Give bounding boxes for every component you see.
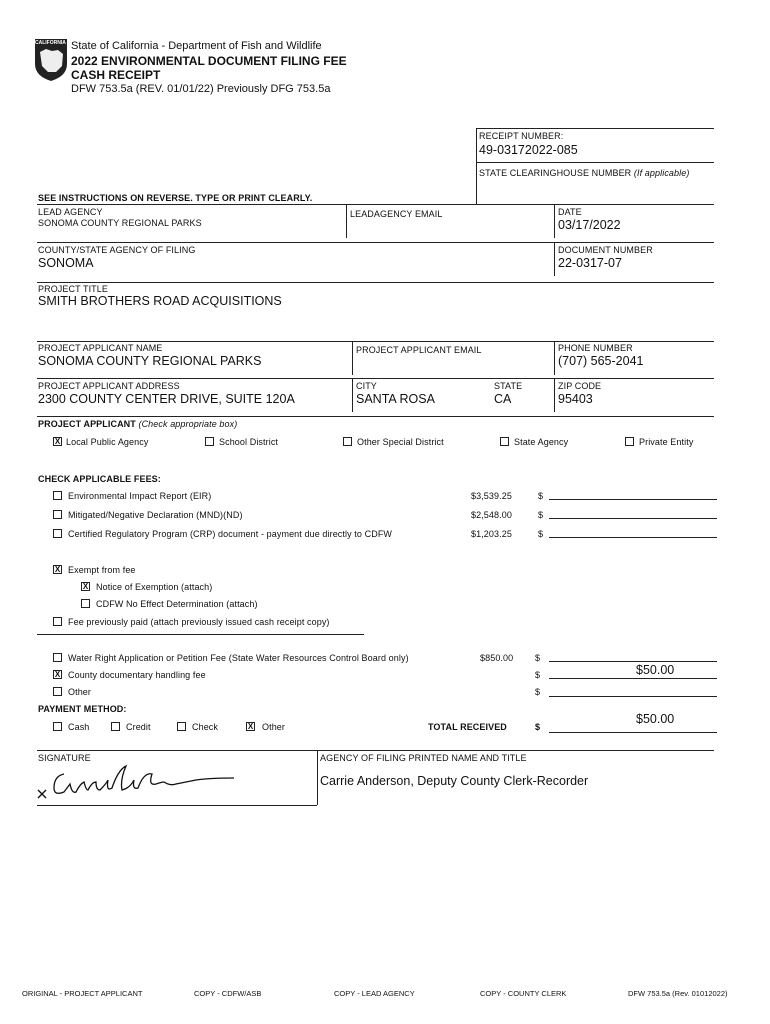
row-applicant-top [37,341,714,342]
other-special-district-checkbox[interactable] [343,437,352,446]
fees-label: CHECK APPLICABLE FEES: [38,474,161,484]
applicant-name-label: PROJECT APPLICANT NAME [38,343,163,353]
eir-label: Environmental Impact Report (EIR) [68,491,212,501]
cdfw-label: CDFW No Effect Determination (attach) [96,599,258,609]
receipt-number-label: RECEIPT NUMBER: [479,131,564,141]
crp-amount: $1,203.25 [471,529,512,539]
credit-checkbox[interactable] [111,722,120,731]
signer-name: Carrie Anderson, Deputy County Clerk-Recorder [320,774,589,788]
county-value: SONOMA [38,256,94,270]
row-lead-top [37,204,714,205]
prev-paid-checkbox[interactable] [53,617,62,626]
eir-fee-line[interactable] [549,499,717,500]
mnd-amount: $2,548.00 [471,510,512,520]
private-entity-checkbox[interactable] [625,437,634,446]
signature-label: SIGNATURE [38,753,91,763]
school-district-label: School District [219,437,279,447]
address-divider-2 [554,378,555,412]
check-checkbox[interactable] [177,722,186,731]
row-address-top [37,378,714,379]
lead-agency-email-label: LEADAGENCY EMAIL [350,209,443,219]
total-received-value: $50.00 [636,712,675,726]
local-public-agency-label: Local Public Agency [66,437,149,447]
exempt-checkbox[interactable]: X [54,565,61,574]
doc-number-label: DOCUMENT NUMBER [558,245,653,255]
lead-divider-1 [346,204,347,238]
state-label: STATE [494,381,523,391]
lead-agency-label: LEAD AGENCY [38,207,103,217]
fees-separator [37,634,364,635]
clearinghouse-note: (If applicable) [633,168,690,178]
zip-value: 95403 [558,392,593,406]
project-title-label: PROJECT TITLE [38,284,108,294]
footer-original: ORIGINAL - PROJECT APPLICANT [22,989,143,998]
receipt-left-line [476,128,477,204]
state-value: CA [494,392,512,406]
instructions: SEE INSTRUCTIONS ON REVERSE. TYPE OR PRINT CLEARLY. [38,193,313,203]
county-fee-label: County documentary handling fee [68,670,206,680]
signature-line [37,805,317,806]
applicant-type-text: PROJECT APPLICANT [38,419,136,429]
receipt-number: 49-03172022-085 [479,143,578,157]
applicant-divider-1 [352,341,353,375]
mnd-checkbox[interactable] [53,510,62,519]
total-received-label: TOTAL RECEIVED [428,722,507,732]
crp-currency: $ [538,529,544,539]
agency-of-filing-label: AGENCY OF FILING PRINTED NAME AND TITLE [320,753,527,763]
payment-label: PAYMENT METHOD: [38,704,127,714]
project-title-value: SMITH BROTHERS ROAD ACQUISITIONS [38,294,282,308]
mnd-currency: $ [538,510,544,520]
clearinghouse-label [479,168,689,178]
lead-divider-2 [554,204,555,238]
water-right-currency: $ [535,653,541,663]
private-entity-label: Private Entity [639,437,694,447]
applicant-type-label [38,419,237,429]
county-divider [554,242,555,276]
cash-checkbox[interactable] [53,722,62,731]
local-public-agency-checkbox[interactable]: X [54,437,61,446]
city-value: SANTA ROSA [356,392,435,406]
water-right-amount: $850.00 [480,653,514,663]
eir-currency: $ [538,491,544,501]
state-agency-checkbox[interactable] [500,437,509,446]
city-label: CITY [356,381,377,391]
other-special-district-label: Other Special District [357,437,444,447]
cash-label: Cash [68,722,90,732]
signature-top-line [37,750,714,751]
mnd-label: Mitigated/Negative Declaration (MND)(ND) [68,510,243,520]
crp-label: Certified Regulatory Program (CRP) document - payment due directly to CDFW [68,529,393,539]
school-district-checkbox[interactable] [205,437,214,446]
eir-checkbox[interactable] [53,491,62,500]
row-type-top [37,416,714,417]
form-id: DFW 753.5a (REV. 01/01/22) Previously DFG 753.5a [71,83,331,95]
other-fee-label: Other [68,687,92,697]
seal-text: CALIFORNIA [35,40,66,46]
row-title-top [37,282,714,283]
form-subtitle: CASH RECEIPT [71,68,161,82]
noe-checkbox[interactable]: X [82,582,89,591]
date-value: 03/17/2022 [558,218,621,232]
agency-name: State of California - Department of Fish and Wildlife [71,40,322,52]
applicant-email-label: PROJECT APPLICANT EMAIL [356,345,482,355]
cdfw-checkbox[interactable] [81,599,90,608]
other-payment-label: Other [262,722,286,732]
county-fee-checkbox[interactable]: X [54,670,61,679]
state-seal-icon [34,38,68,82]
eir-amount: $3,539.25 [471,491,512,501]
water-right-line[interactable] [549,661,717,662]
clearinghouse-text: STATE CLEARINGHOUSE NUMBER [479,168,632,178]
applicant-name-value: SONOMA COUNTY REGIONAL PARKS [38,354,262,368]
footer-copy-lead: COPY - LEAD AGENCY [334,989,415,998]
noe-label: Notice of Exemption (attach) [96,582,213,592]
total-line[interactable] [549,732,717,733]
receipt-mid-line [476,162,714,163]
footer-copy-county: COPY - COUNTY CLERK [480,989,567,998]
county-fee-value: $50.00 [636,663,675,677]
mnd-fee-line[interactable] [549,518,717,519]
water-right-label: Water Right Application or Petition Fee (State Water Resources Control Board only) [68,653,409,663]
prev-paid-label: Fee previously paid (attach previously issued cash receipt copy) [68,617,330,627]
row-county-top [37,242,714,243]
signature-divider [317,750,318,805]
address-value: 2300 COUNTY CENTER DRIVE, SUITE 120A [38,392,295,406]
water-right-checkbox[interactable] [53,653,62,662]
county-fee-line[interactable] [549,678,717,679]
footer-form-id: DFW 753.5a (Rev. 01012022) [628,989,728,998]
exempt-label: Exempt from fee [68,565,136,575]
zip-label: ZIP CODE [558,381,602,391]
county-label: COUNTY/STATE AGENCY OF FILING [38,245,196,255]
crp-fee-line[interactable] [549,537,717,538]
applicant-divider-2 [554,341,555,375]
form-title: 2022 ENVIRONMENTAL DOCUMENT FILING FEE [71,54,347,68]
credit-label: Credit [126,722,151,732]
date-label: DATE [558,207,582,217]
footer-copy-cdfw: COPY - CDFW/ASB [194,989,262,998]
other-fee-currency: $ [535,687,541,697]
phone-label: PHONE NUMBER [558,343,633,353]
lead-agency-value: SONOMA COUNTY REGIONAL PARKS [38,218,202,228]
other-payment-checkbox[interactable]: X [247,722,254,731]
county-fee-currency: $ [535,670,541,680]
receipt-top-line [476,128,714,129]
total-currency: $ [535,722,541,732]
crp-checkbox[interactable] [53,529,62,538]
address-label: PROJECT APPLICANT ADDRESS [38,381,180,391]
other-fee-checkbox[interactable] [53,687,62,696]
handwritten-signature [36,760,246,802]
state-agency-label: State Agency [514,437,569,447]
phone-value: (707) 565-2041 [558,354,644,368]
doc-number-value: 22-0317-07 [558,256,622,270]
other-fee-line[interactable] [549,696,717,697]
address-divider-1 [352,378,353,412]
applicant-type-note: (Check appropriate box) [138,419,238,429]
check-label: Check [192,722,219,732]
